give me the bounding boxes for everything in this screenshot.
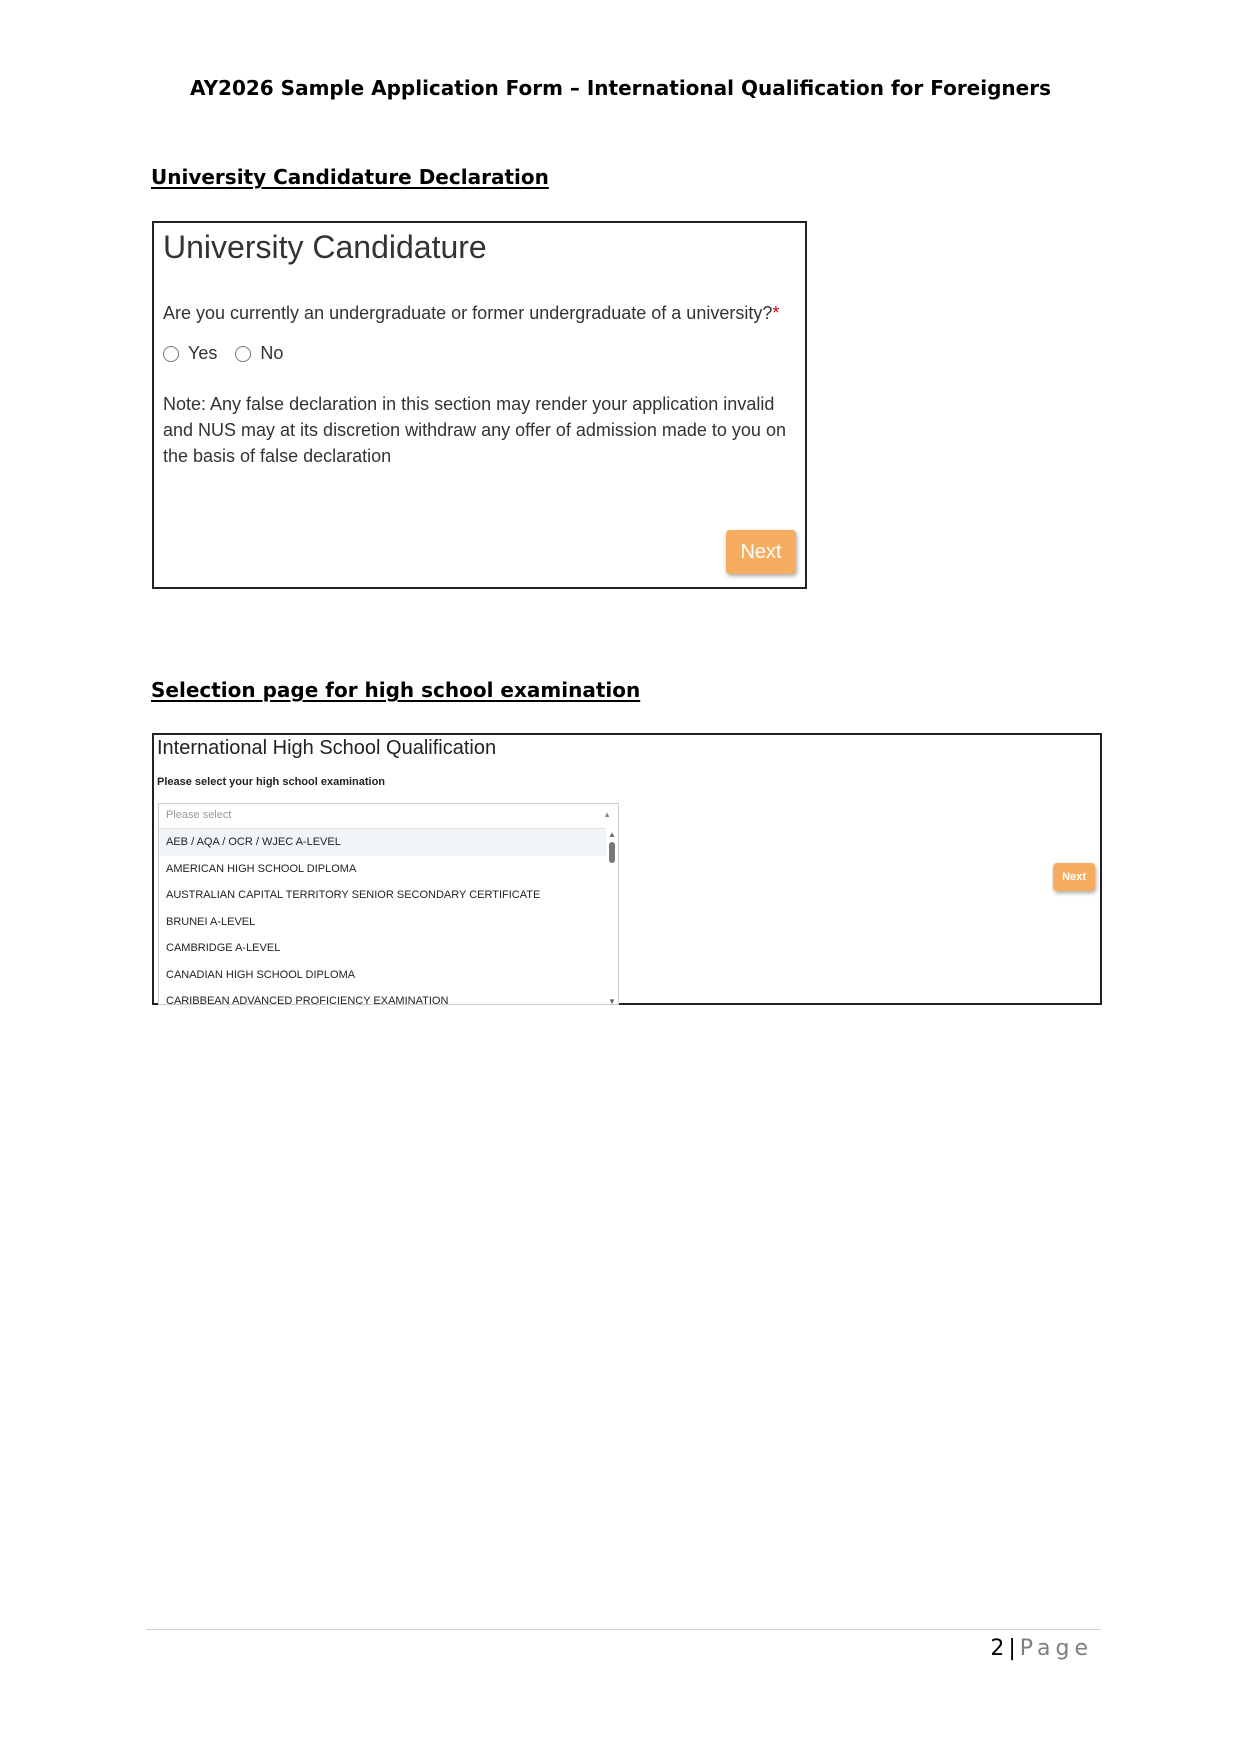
footer-divider [146,1629,1101,1630]
list-item[interactable]: CAMBRIDGE A-LEVEL [166,942,281,954]
scroll-up-arrow-icon[interactable]: ▲ [608,830,616,839]
radio-label-yes: Yes [188,343,218,363]
panel-title: International High School Qualification [157,737,497,759]
list-item[interactable]: CANADIAN HIGH SCHOOL DIPLOMA [166,968,356,981]
scroll-thumb[interactable] [609,842,615,863]
declaration-note: Note: Any false declaration in this section may render your application invalid and NUS may at its discretion withdraw any offer of admission made to you on the basis of false declaration [163,394,786,466]
page-number-value: 2 [990,1636,1005,1661]
document-title: AY2026 Sample Application Form – International Qualification for Foreigners [190,76,1051,100]
exam-select-input[interactable] [159,804,618,829]
option-list-scrollbar[interactable] [606,828,618,1005]
radio-option-no[interactable] [235,343,283,364]
page-word: Page [1019,1636,1093,1661]
next-button[interactable]: Next [726,530,796,574]
scroll-down-arrow-icon[interactable]: ▼ [608,997,616,1005]
list-item[interactable]: CARIBBEAN ADVANCED PROFICIENCY EXAMINATION [166,995,449,1005]
qualification-screenshot [152,733,1102,1005]
caret-up-icon[interactable]: ▲ [603,810,611,819]
page-number [990,1636,1093,1661]
exam-option-list [159,829,618,1005]
radio-option-yes[interactable] [163,343,217,364]
list-item[interactable]: BRUNEI A-LEVEL [166,915,256,928]
exam-select-dropdown[interactable] [158,803,619,1005]
select-placeholder-text: Please select [166,809,232,821]
list-item[interactable]: AMERICAN HIGH SCHOOL DIPLOMA [166,862,357,875]
next-button[interactable]: Next [1053,863,1095,891]
section-heading-selection: Selection page for high school examination [151,678,641,702]
section-heading-candidature: University Candidature Declaration [151,165,549,189]
required-marker: * [772,303,780,323]
page-separator: | [1008,1636,1016,1661]
radio-label-no: No [260,343,284,363]
radio-circle-icon[interactable] [235,346,251,362]
candidature-radio-group [163,343,301,364]
panel-title: University Candidature [163,229,487,265]
candidature-question [163,303,779,324]
question-text: Are you currently an undergraduate or former undergraduate of a university? [163,303,773,323]
candidature-screenshot [152,221,807,589]
radio-circle-icon[interactable] [163,346,179,362]
list-item[interactable]: AEB / AQA / OCR / WJEC A-LEVEL [159,829,618,856]
list-item[interactable]: AUSTRALIAN CAPITAL TERRITORY SENIOR SECONDARY CERTIFICATE [166,889,541,901]
exam-select-label: Please select your high school examination [157,776,386,788]
